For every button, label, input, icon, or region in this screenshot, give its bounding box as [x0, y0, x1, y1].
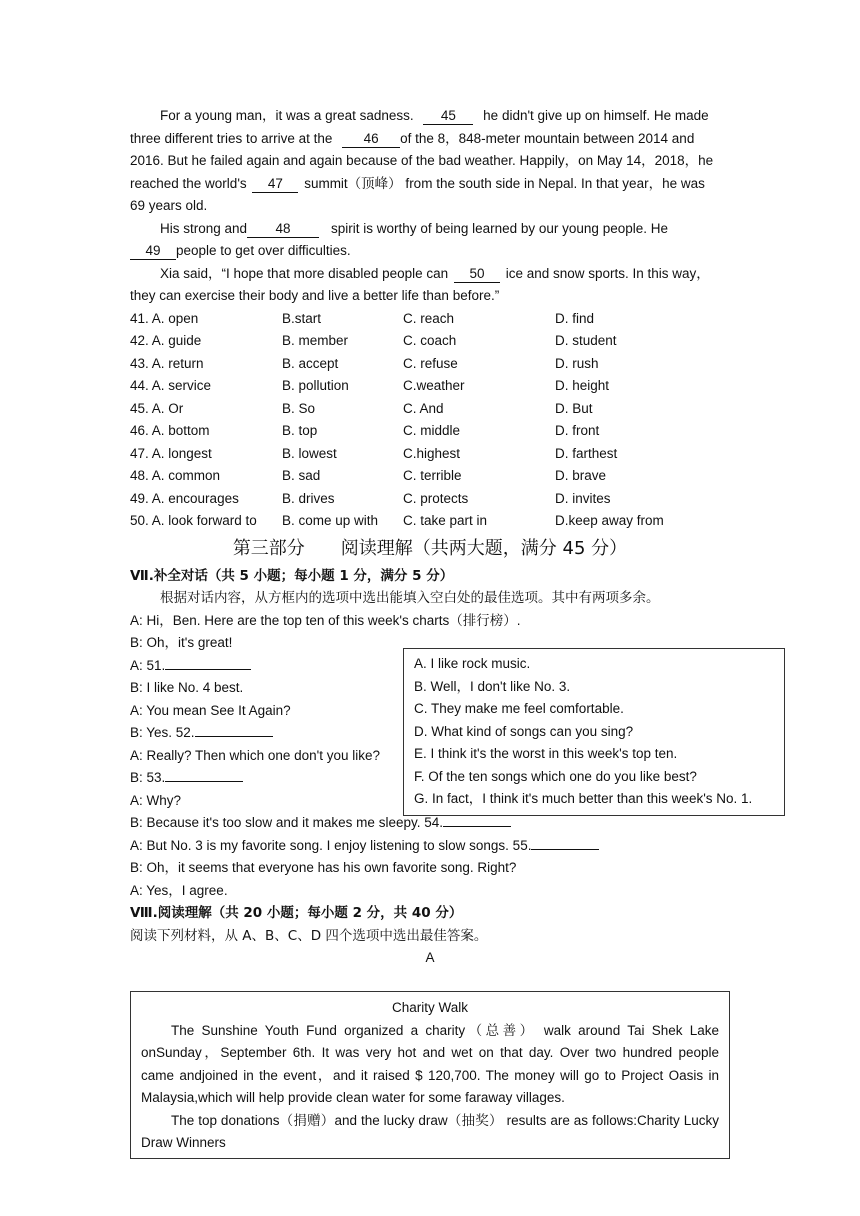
- choice-item: B. Well，I don't like No. 3.: [414, 678, 571, 694]
- dialogue-text: A: 51.: [130, 657, 166, 673]
- option-a: 45. A. Or: [130, 400, 184, 416]
- charity-title: Charity Walk: [391, 1000, 468, 1015]
- option-a: 48. A. common: [130, 468, 221, 483]
- passage-line: [130, 218, 730, 241]
- option-b: B.start: [282, 310, 322, 326]
- option-d: D. height: [555, 378, 610, 393]
- blank-52: [195, 736, 273, 737]
- choice-item: A. I like rock music.: [414, 656, 531, 671]
- option-c: C.highest: [403, 445, 461, 461]
- option-b: B. accept: [282, 355, 339, 371]
- dialogue-text: B: Because it's too slow and it makes me sleepy. 54.: [130, 815, 443, 830]
- option-c: C. terrible: [403, 468, 462, 483]
- blank-50: 50: [454, 265, 500, 283]
- choice-item: E. I think it's the worst in this week's top ten.: [414, 746, 678, 761]
- passage-line: [130, 173, 730, 196]
- option-b: B. come up with: [282, 513, 379, 528]
- passage-text: Xia said，“I hope that more disabled people can: [160, 265, 449, 281]
- option-c: C. take part in: [403, 513, 488, 528]
- option-a: 43. A. return: [130, 355, 204, 371]
- dialogue-text: B: Yes. 52.: [130, 725, 195, 740]
- passage-line: [130, 263, 730, 286]
- dialogue-line: [130, 835, 730, 858]
- charity-line: The top donations（捐赠）and the lucky draw（抽奖） results are as follows:Charity Lucky: [171, 1112, 719, 1128]
- option-a: 46. A. bottom: [130, 423, 210, 438]
- option-a: 42. A. guide: [130, 333, 202, 348]
- charity-line: came andjoined in the event，and it raised $ 120,700. The money will go to Project Oasis in: [141, 1067, 719, 1083]
- passage-line: 69 years old.: [130, 198, 208, 213]
- blank-53: [165, 781, 243, 782]
- option-c: C. reach: [403, 310, 455, 326]
- option-a: 47. A. longest: [130, 445, 212, 461]
- option-a: 44. A. service: [130, 378, 212, 393]
- passage-text: spirit is worthy of being learned by our young people. He: [331, 220, 668, 236]
- option-c: C. middle: [403, 423, 461, 438]
- blank-51: [165, 669, 251, 670]
- option-d: D. front: [555, 423, 600, 438]
- charity-line: Draw Winners: [141, 1135, 226, 1150]
- option-c: C. And: [403, 400, 444, 416]
- option-a: 49. A. encourages: [130, 490, 239, 506]
- blank-47: 47: [252, 175, 298, 193]
- option-b: B. pollution: [282, 378, 349, 393]
- blank-48: 48: [247, 220, 319, 238]
- option-b: B. top: [282, 423, 318, 438]
- dialogue-line: B: Oh，it's great!: [130, 635, 233, 650]
- passage-text: reached the world's: [130, 175, 247, 191]
- option-a: 41. A. open: [130, 310, 199, 326]
- choice-item: D. What kind of songs can you sing?: [414, 723, 634, 739]
- option-b: B. sad: [282, 468, 321, 483]
- part-heading: 第三部分 阅读理解（共两大题，满分 45 分）: [232, 537, 628, 559]
- passage-line: [130, 240, 730, 263]
- worksheet-page: [130, 105, 753, 1150]
- option-d: D. invites: [555, 490, 611, 506]
- option-d: D. student: [555, 333, 617, 348]
- cloze-options: [130, 308, 730, 533]
- passage-label: A: [425, 950, 435, 965]
- dialogue-line: A: Yes，I agree.: [130, 882, 228, 898]
- option-c: C.weather: [403, 378, 465, 393]
- section-instruction: 阅读下列材料，从 A、B、C、D 四个选项中选出最佳答案。: [130, 927, 488, 944]
- option-d: D. brave: [555, 468, 607, 483]
- option-d: D. find: [555, 310, 595, 326]
- passage-line: [130, 128, 730, 151]
- passage-text: ice and snow sports. In this way，: [505, 265, 710, 281]
- option-d: D. farthest: [555, 445, 618, 461]
- choice-item: F. Of the ten songs which one do you like best?: [414, 768, 697, 784]
- blank-49: 49: [130, 242, 176, 260]
- section-title: Ⅶ.补全对话（共 5 小题；每小题 1 分，满分 5 分）: [130, 567, 454, 584]
- passage-text: summit（顶峰） from the south side in Nepal. In that year，he was: [304, 175, 705, 191]
- passage-line: they can exercise their body and live a better life than before.”: [130, 288, 500, 303]
- choice-item: C. They make me feel comfortable.: [414, 701, 624, 716]
- charity-line: Malaysia,which will help provide clean water for some faraway villages.: [141, 1090, 565, 1105]
- option-c: C. protects: [403, 490, 469, 506]
- section-title: Ⅷ.阅读理解（共 20 小题；每小题 2 分，共 40 分）: [130, 905, 463, 921]
- option-b: B. So: [282, 400, 316, 416]
- option-b: B. lowest: [282, 445, 337, 461]
- dialogue-line: B: Oh，it seems that everyone has his own favorite song. Right?: [130, 860, 517, 875]
- passage-text: he didn't give up on himself. He made: [483, 108, 709, 123]
- option-c: C. coach: [403, 333, 457, 348]
- blank-45: 45: [423, 107, 473, 125]
- dialogue-line: B: I like No. 4 best.: [130, 680, 244, 695]
- option-b: B. drives: [282, 490, 335, 506]
- charity-line: onSunday，September 6th. It was very hot and wet on that day. Over two hundred people: [141, 1045, 719, 1060]
- option-d: D. But: [555, 400, 593, 416]
- dialogue-text: B: 53.: [130, 770, 166, 785]
- passage-text: three different tries to arrive at the: [130, 130, 333, 146]
- charity-line: The Sunshine Youth Fund organized a charity（总善） walk around Tai Shek Lake: [171, 1022, 719, 1038]
- passage-text: people to get over difficulties.: [176, 243, 351, 258]
- dialogue-choices-box: [403, 648, 785, 816]
- passage-line: [130, 105, 730, 128]
- option-c: C. refuse: [403, 355, 458, 371]
- option-d: D.keep away from: [555, 513, 664, 528]
- dialogue-line: A: Really? Then which one don't you like?: [130, 747, 380, 763]
- blank-55: [531, 849, 599, 850]
- choice-item: G. In fact，I think it's much better than this week's No. 1.: [414, 791, 753, 806]
- passage-text: His strong and: [160, 220, 248, 236]
- section-instruction: 根据对话内容，从方框内的选项中选出能填入空白处的最佳选项。其中有两项多余。: [160, 590, 660, 606]
- dialogue-line: A: Hi，Ben. Here are the top ten of this week's charts（排行榜）.: [130, 612, 521, 628]
- option-b: B. member: [282, 333, 349, 348]
- charity-walk-box: [130, 991, 730, 1159]
- dialogue-text: A: But No. 3 is my favorite song. I enjoy listening to slow songs. 55.: [130, 837, 532, 853]
- dialogue-line: A: Why?: [130, 792, 182, 808]
- passage-text: For a young man，it was a great sadness.: [160, 108, 414, 123]
- option-a: 50. A. look forward to: [130, 513, 257, 528]
- blank-54: [443, 826, 511, 827]
- passage-line: 2016. But he failed again and again because of the bad weather. Happily，on May 14，2018，he: [130, 153, 714, 168]
- option-d: D. rush: [555, 355, 599, 371]
- blank-46: 46: [342, 130, 400, 148]
- passage-text: of the 8，848-meter mountain between 2014 and: [400, 130, 695, 146]
- dialogue-line: A: You mean See It Again?: [130, 702, 291, 718]
